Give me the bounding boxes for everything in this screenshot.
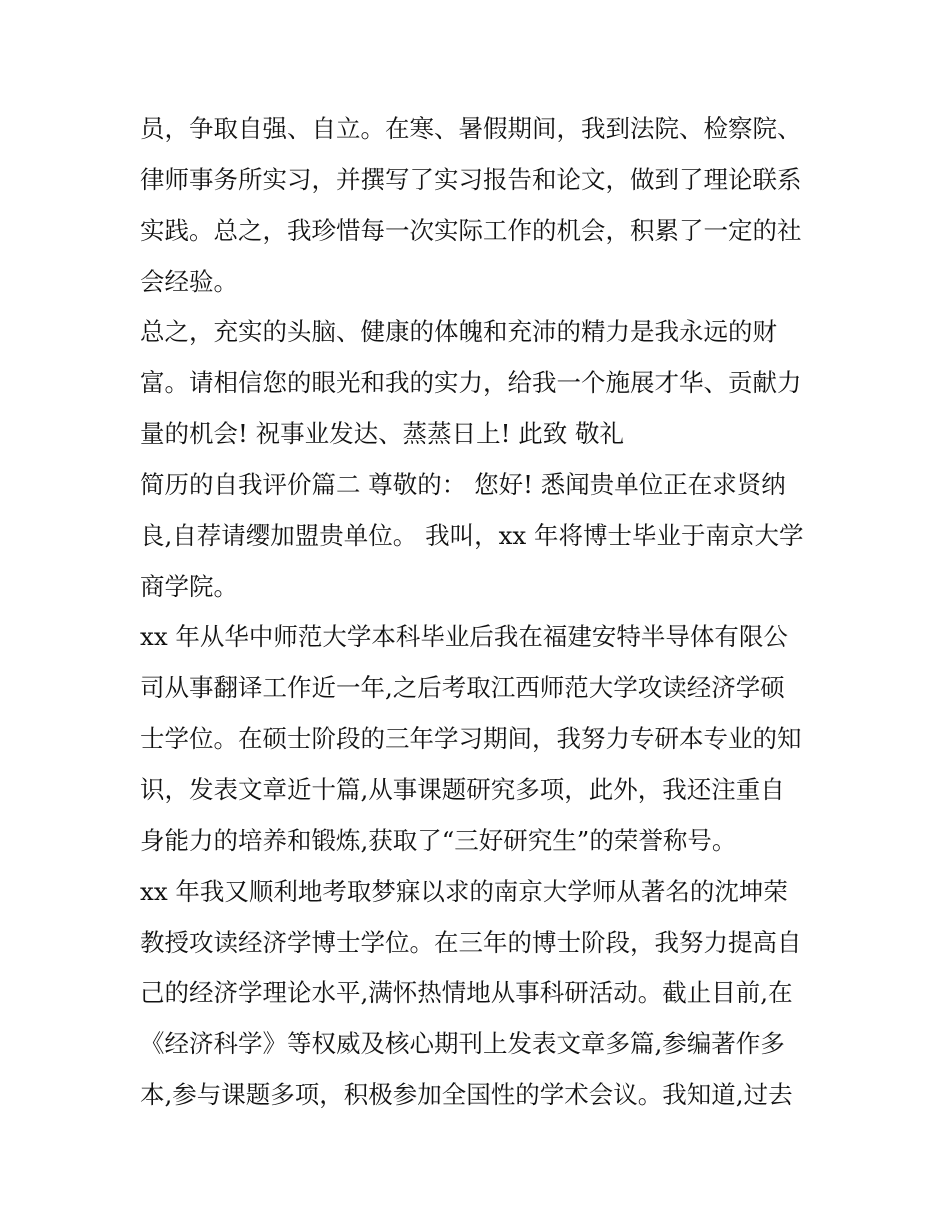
text-line: xx 年从华中师范大学本科毕业后我在福建安特半导体有限公 — [140, 622, 788, 652]
text-line: 实践。总之，我珍惜每一次实际工作的机会，积累了一定的社 — [140, 215, 802, 245]
text-line: xx 年我又顺利地考取梦寐以求的南京大学师从著名的沈坤荣 — [140, 876, 788, 906]
text-line: 身能力的培养和锻炼,获取了“三好研究生”的荣誉称号。 — [140, 825, 737, 855]
text-line: 士学位。在硕士阶段的三年学习期间，我努力专研本专业的知 — [140, 724, 802, 754]
text-line: 《经济科学》等权威及核心期刊上发表文章多篇,参编著作多 — [140, 1029, 785, 1059]
text-line: 富。请相信您的眼光和我的实力，给我一个施展才华、贡献力 — [140, 368, 802, 398]
text-line: 良,自荐请缨加盟贵单位。 我叫，xx 年将博士毕业于南京大学 — [140, 520, 804, 550]
document-body — [140, 104, 816, 1121]
text-line: 会经验。 — [140, 266, 238, 296]
text-line: 司从事翻译工作近一年,之后考取江西师范大学攻读经济学硕 — [140, 673, 785, 703]
text-line: 简历的自我评价篇二 尊敬的： 您好! 悉闻贵单位正在求贤纳 — [140, 469, 786, 499]
text-line: 本,参与课题多项，积极参加全国性的学术会议。我知道,过去 — [140, 1080, 793, 1110]
text-line: 商学院。 — [140, 571, 238, 601]
text-line: 量的机会! 祝事业发达、蒸蒸日上! 此致 敬礼 — [140, 419, 625, 449]
text-line: 律师事务所实习，并撰写了实习报告和论文，做到了理论联系 — [140, 164, 802, 194]
text-line: 总之，充实的头脑、健康的体魄和充沛的精力是我永远的财 — [140, 317, 777, 347]
text-line: 员，争取自强、自立。在寒、暑假期间，我到法院、检察院、 — [140, 114, 802, 143]
text-line: 己的经济学理论水平,满怀热情地从事科研活动。截止目前,在 — [140, 978, 793, 1008]
text-line: 教授攻读经济学博士学位。在三年的博士阶段，我努力提高自 — [140, 927, 802, 957]
text-line: 识，发表文章近十篇,从事课题研究多项，此外，我还注重自 — [140, 774, 785, 804]
